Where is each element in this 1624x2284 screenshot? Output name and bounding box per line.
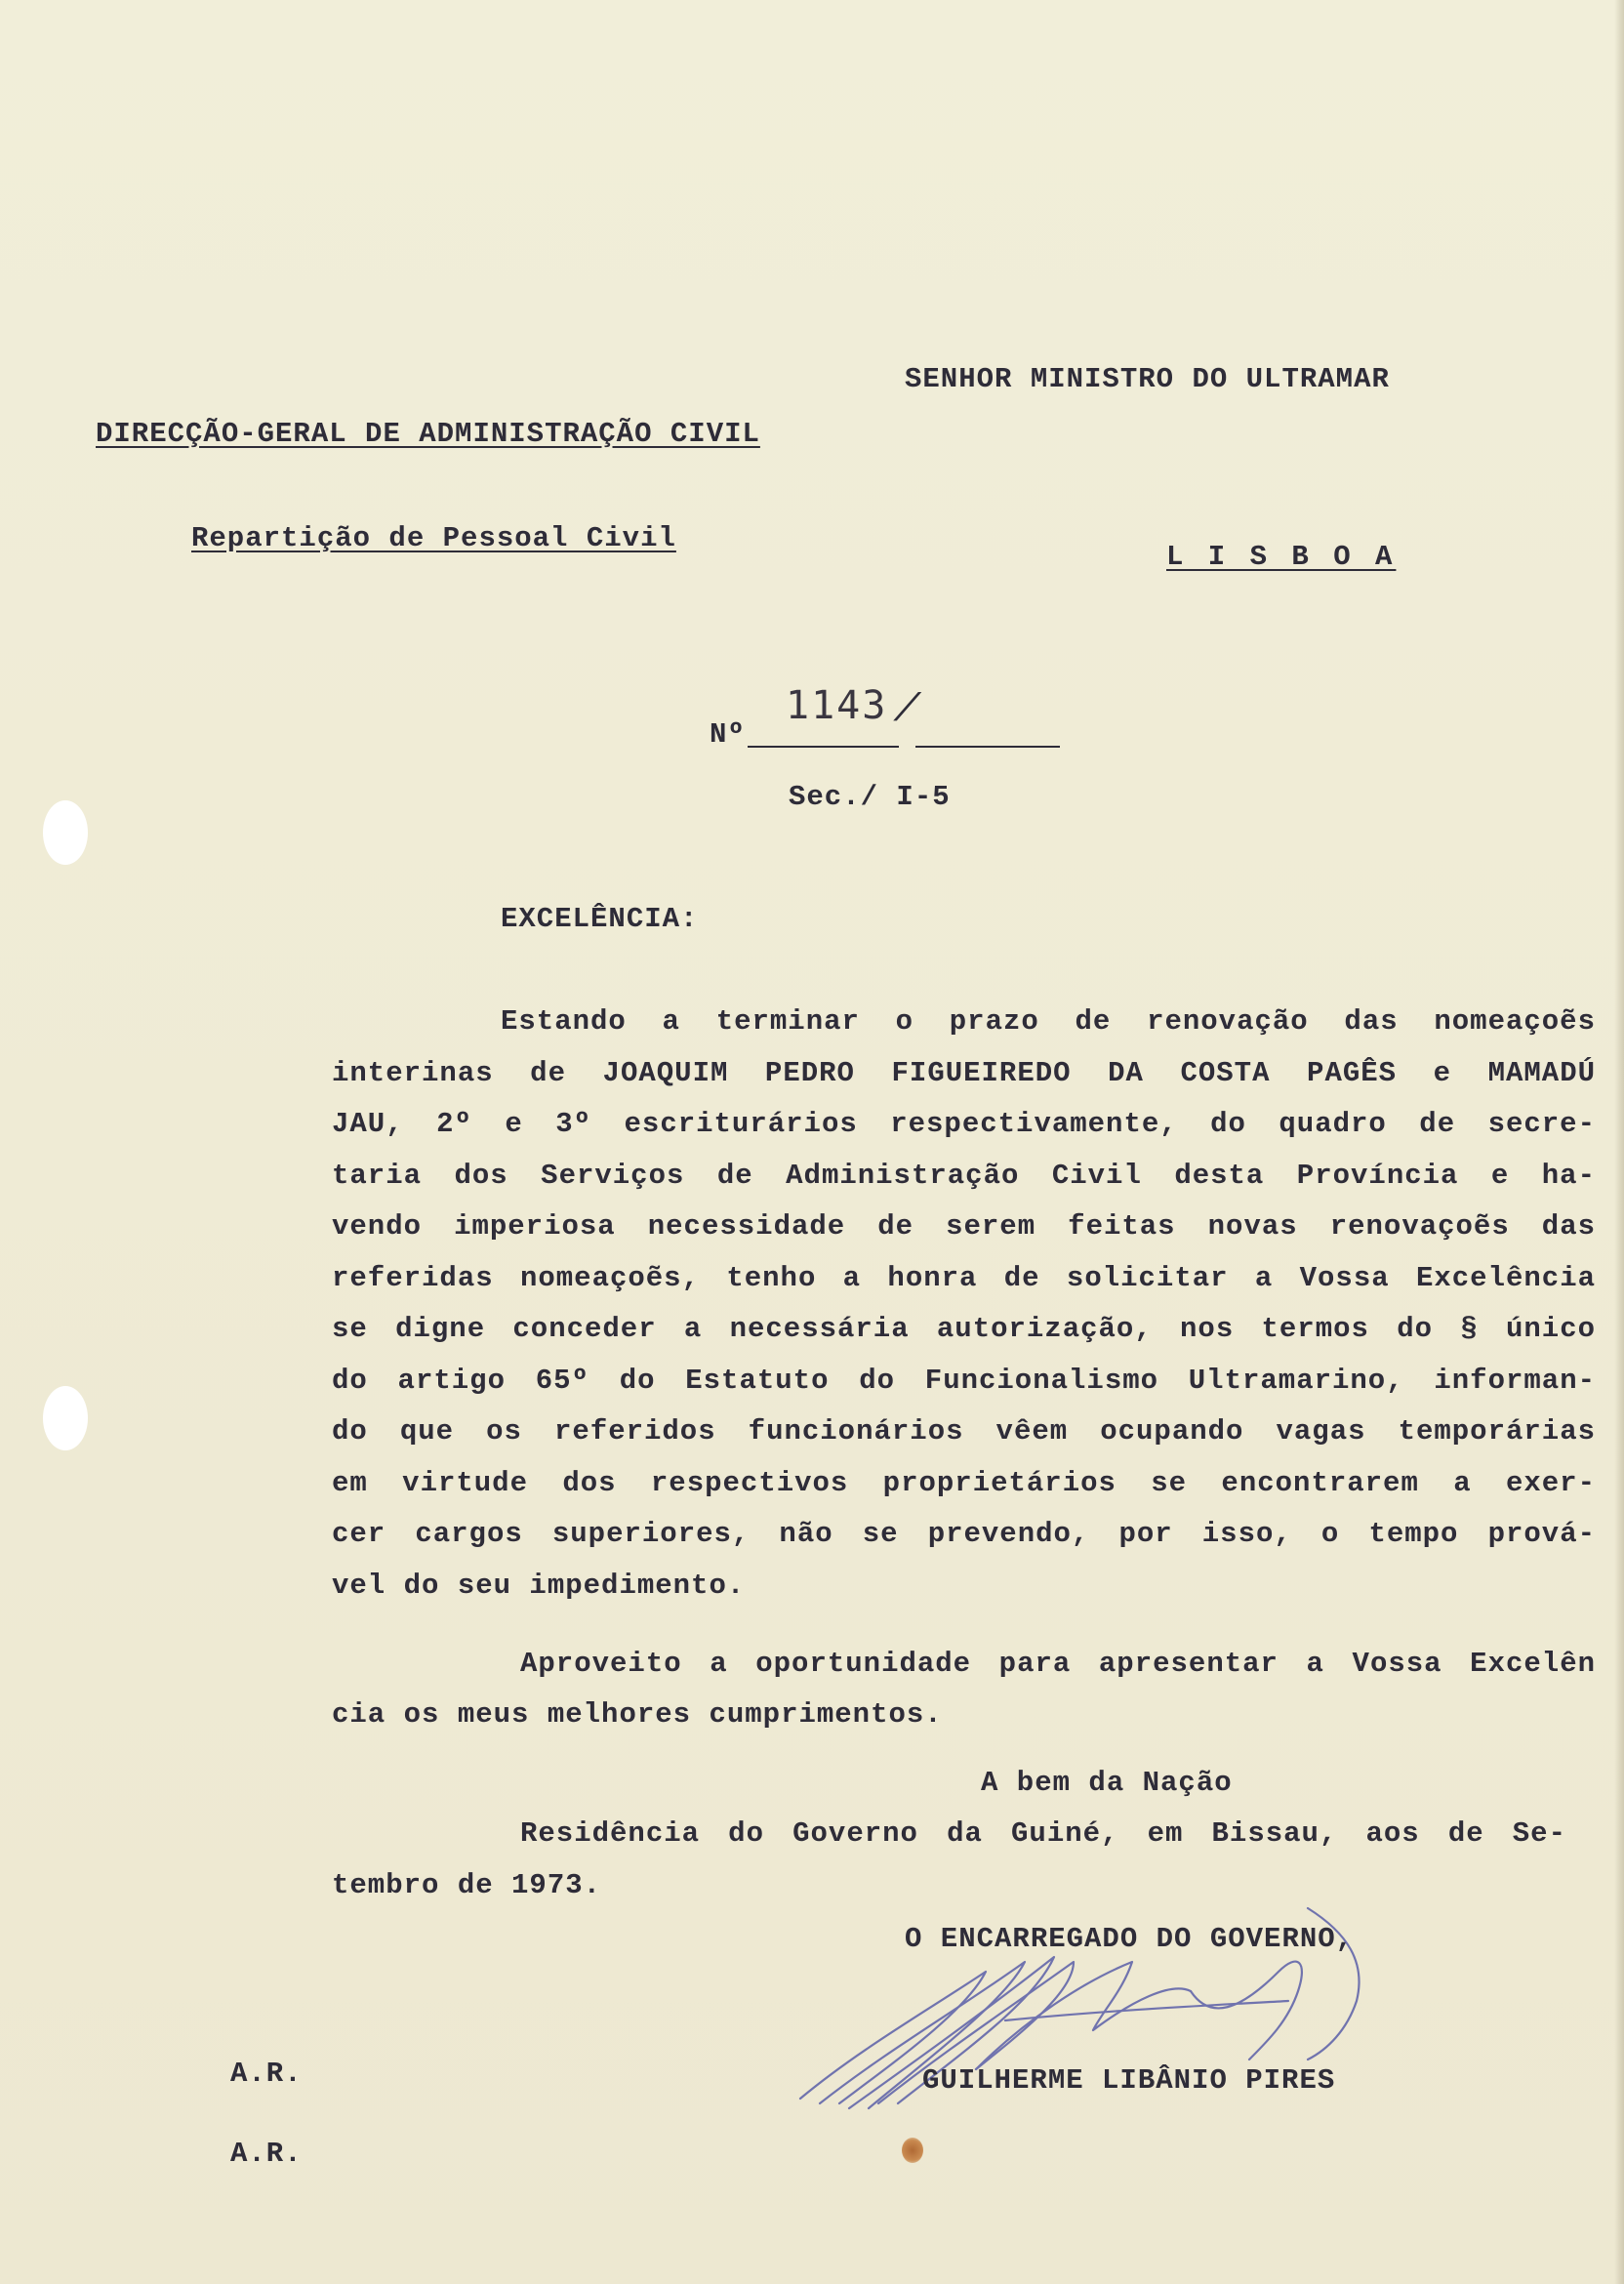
body-line: em virtude dos respectivos proprietários se encontrarem a exer- xyxy=(332,1467,1596,1499)
punch-hole-top xyxy=(43,800,88,865)
directorate-heading: DIRECÇÃO-GERAL DE ADMINISTRAÇÃO CIVIL xyxy=(96,418,760,450)
punch-hole-bottom xyxy=(43,1386,88,1450)
closing-line: Aproveito a oportunidade para apresentar a Vossa Excelên xyxy=(520,1648,1596,1680)
body-line: JAU, 2º e 3º escriturários respectivamente, do quadro de secre- xyxy=(332,1108,1596,1140)
body-line: do artigo 65º do Estatuto do Funcionalismo Ultramarino, informan- xyxy=(332,1365,1596,1397)
body-line: cer cargos superiores, não se prevendo, por isso, o tempo prová- xyxy=(332,1518,1596,1550)
signatory-title: O ENCARREGADO DO GOVERNO, xyxy=(905,1923,1355,1955)
reference-number-blank xyxy=(748,746,899,748)
body-line: do que os referidos funcionários vêem ocupando vagas temporárias xyxy=(332,1415,1596,1448)
reference-year-blank xyxy=(915,746,1060,748)
ar-mark: A.R. xyxy=(230,2058,303,2090)
place-date-line: tembro de 1973. xyxy=(332,1869,602,1901)
ink-stain xyxy=(902,2138,923,2163)
body-line: se digne conceder a necessária autorização, nos termos do § único xyxy=(332,1313,1596,1345)
ar-mark: A.R. xyxy=(230,2138,303,2170)
salutation: EXCELÊNCIA: xyxy=(501,903,699,935)
motto: A bem da Nação xyxy=(981,1767,1233,1799)
place-date-line: Residência do Governo da Guiné, em Bissau, aos de Se- xyxy=(520,1817,1566,1850)
section-reference: Sec./ I-5 xyxy=(789,781,951,813)
body-line: referidas nomeaçoẽs, tenho a honra de solicitar a Vossa Excelência xyxy=(332,1262,1596,1294)
body-line: taria dos Serviços de Administração Civil desta Província e ha- xyxy=(332,1160,1596,1192)
addressee: SENHOR MINISTRO DO ULTRAMAR xyxy=(905,363,1390,395)
body-line: vel do seu impedimento. xyxy=(332,1570,746,1602)
body-line: interinas de JOAQUIM PEDRO FIGUEIREDO DA COSTA PAGÊS e MAMADÚ xyxy=(332,1057,1596,1089)
body-line: Estando a terminar o prazo de renovação das nomeaçoẽs xyxy=(501,1005,1596,1038)
reference-number: 1143 xyxy=(786,683,888,728)
signatory-name: GUILHERME LIBÂNIO PIRES xyxy=(922,2064,1336,2097)
reference-slash: / xyxy=(886,689,926,733)
city: L I S B O A xyxy=(1166,541,1397,573)
body-line: vendo imperiosa necessidade de serem feitas novas renovaçoẽs das xyxy=(332,1210,1596,1243)
page-edge-shadow xyxy=(1614,0,1624,2284)
reference-number-label: Nº xyxy=(710,718,746,751)
closing-line: cia os meus melhores cumprimentos. xyxy=(332,1698,943,1731)
department-heading: Repartição de Pessoal Civil xyxy=(191,522,676,554)
